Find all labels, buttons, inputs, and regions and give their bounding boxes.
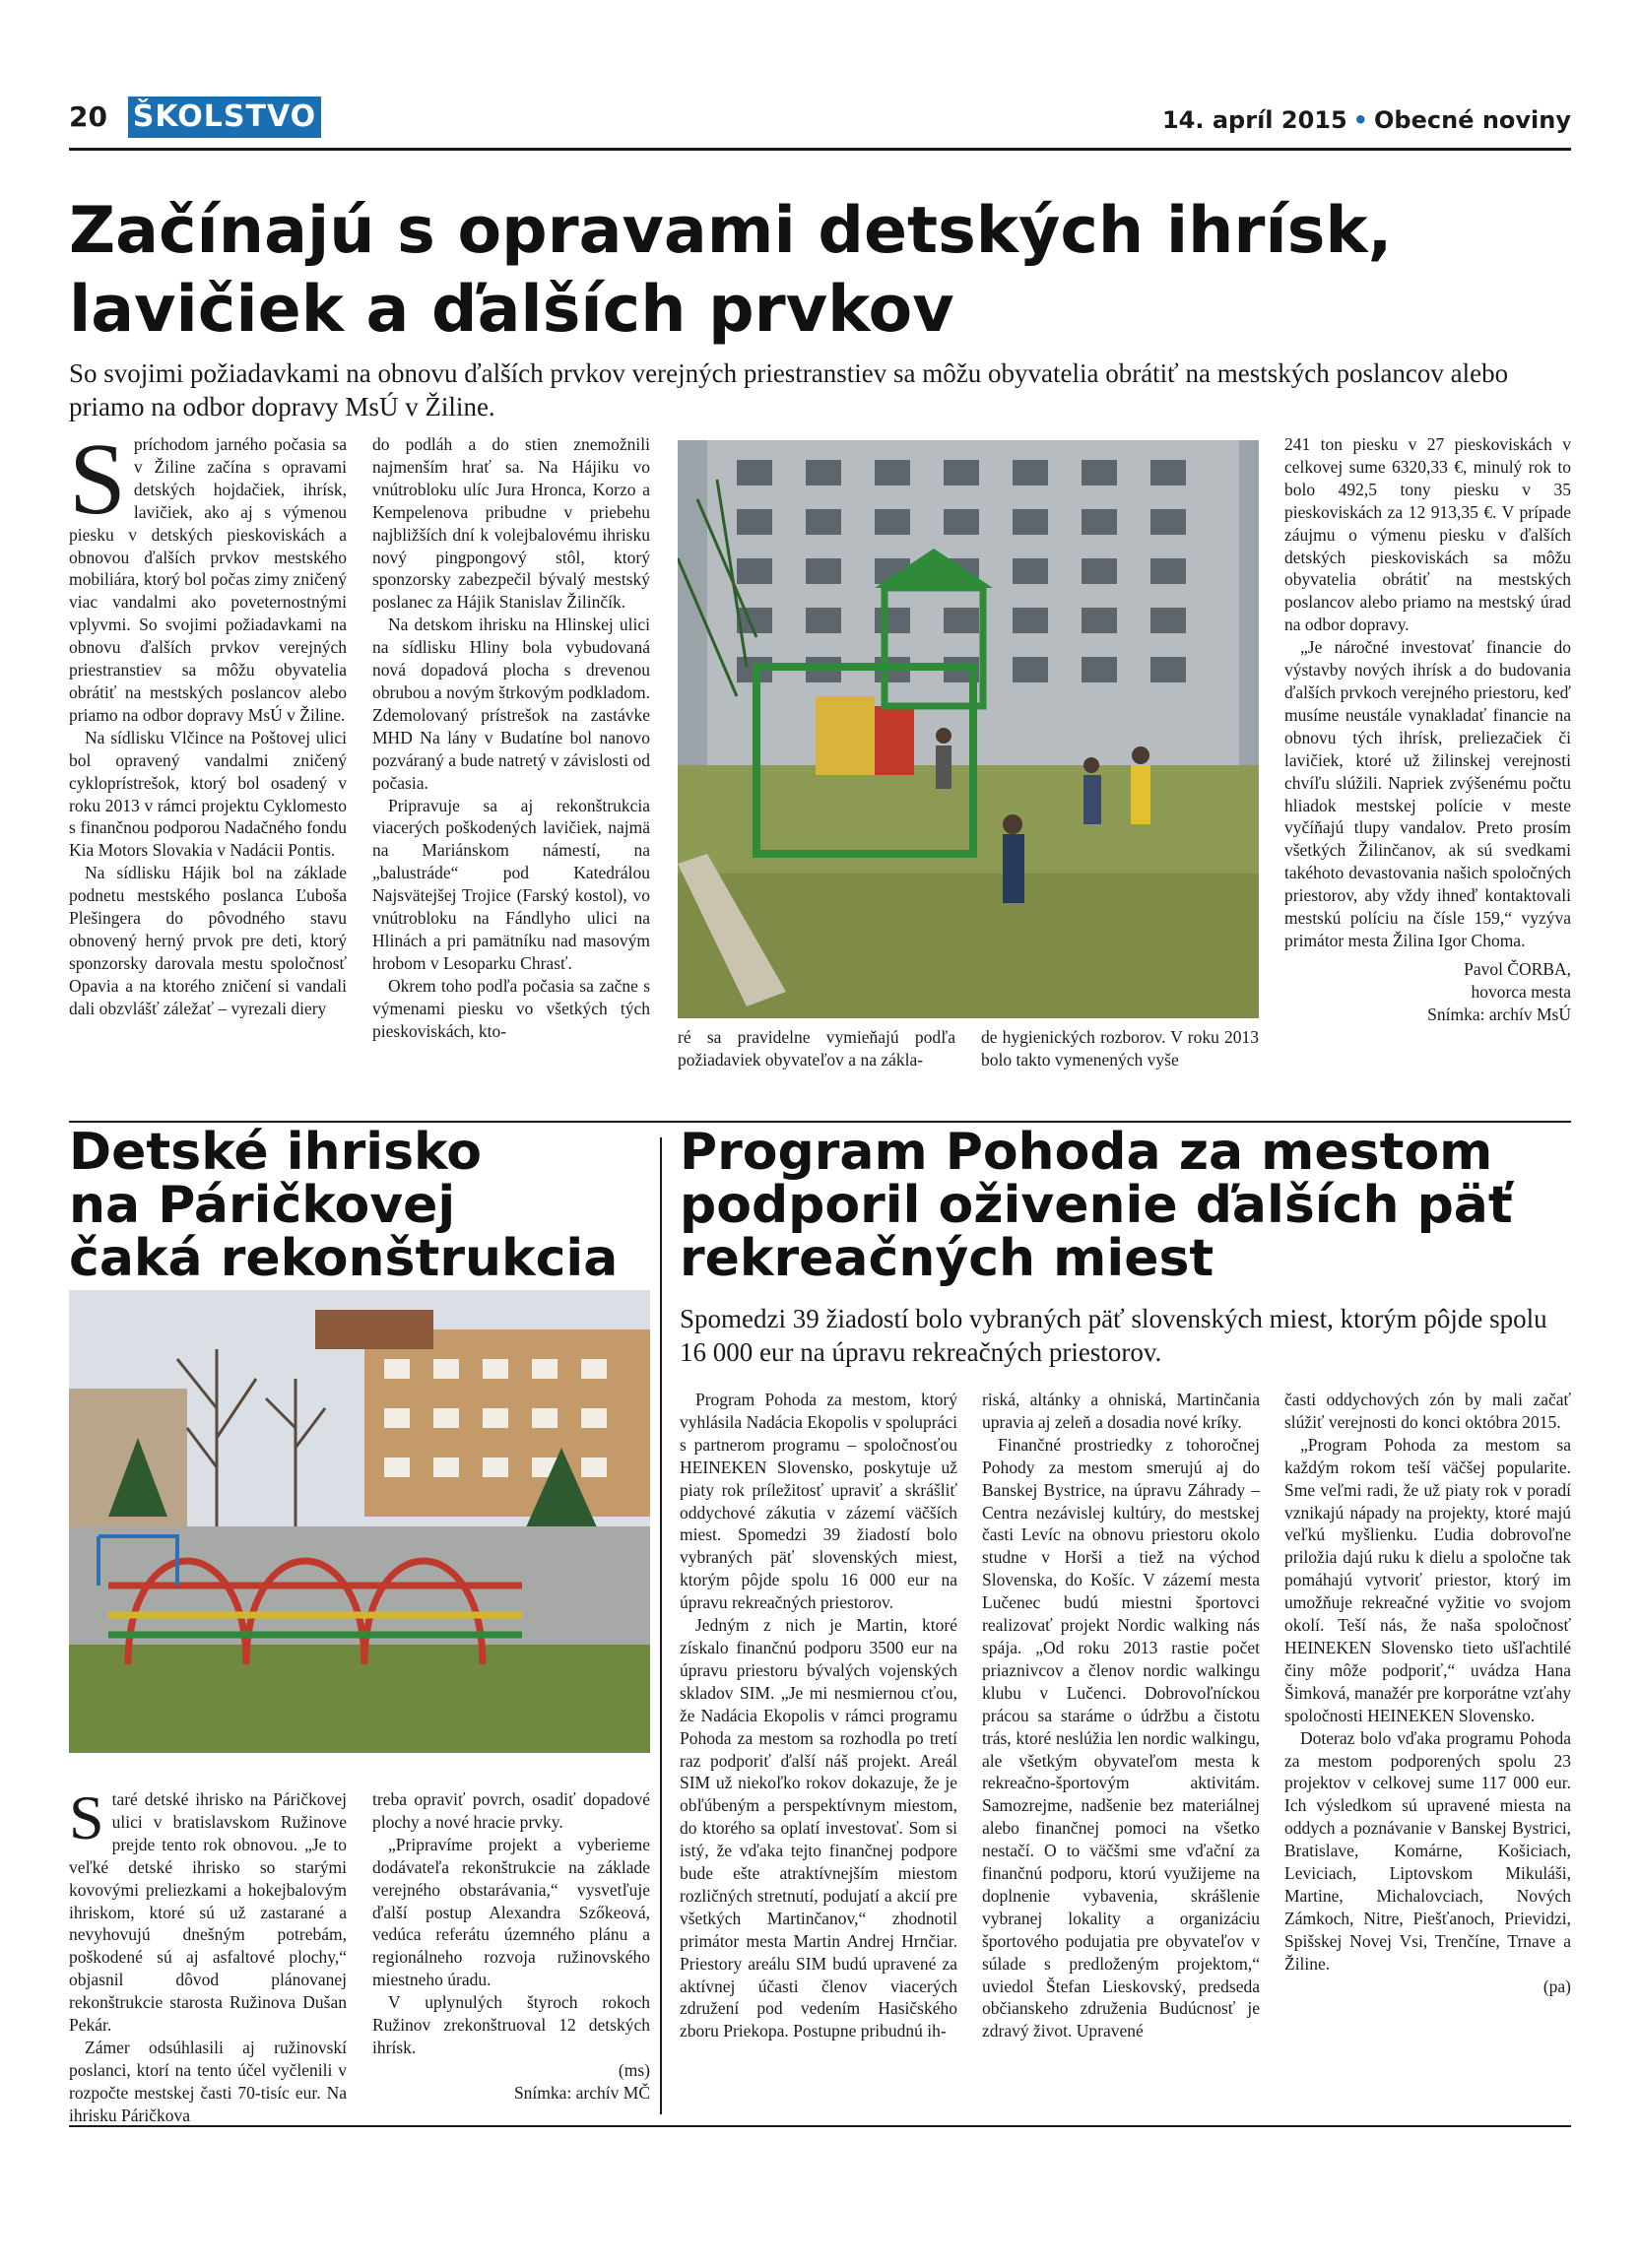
article2-column-2 bbox=[372, 1788, 650, 2105]
playground-photo-image bbox=[678, 440, 1259, 1018]
photo-credit: Snímka: archív MsÚ bbox=[1427, 1004, 1571, 1024]
headline-line: rekreačných miest bbox=[680, 1229, 1214, 1288]
headline-line: Začínajú s opravami detských ihrísk, bbox=[69, 194, 1393, 268]
article2-headline bbox=[69, 1123, 650, 1288]
paragraph: príchodom jarného počasia sa v Žiline začína s opravami detských hojdačiek, ihrísk, lavičiek, ako aj s výmenou piesku v detských pieskoviskách a obnovou ďalších prvkov mestského mobiliára, ktorý bol počas zimy zničený viac vandalmi ako poveternostnými vplyvmi. So svojimi požiadavkami na obnovu ďalších prvkov verejných priestranstiev sa môžu obyvatelia obrátiť na mestských poslancov alebo priamo na odbor dopravy MsÚ v Žiline. bbox=[69, 434, 347, 725]
old-playground-photo-image bbox=[69, 1290, 650, 1753]
headline-line: lavičiek a ďalších prvkov bbox=[69, 273, 954, 347]
headline-line: Program Pohoda za mestom bbox=[680, 1123, 1493, 1182]
article3-column-3 bbox=[1284, 1389, 1571, 1997]
headline-line: Detské ihrisko bbox=[69, 1123, 482, 1182]
publication-name: Obecné noviny bbox=[1374, 106, 1571, 134]
paragraph: V uplynulých štyroch rokoch Ružinov zrekonštruoval 12 detských ihrísk. bbox=[372, 1992, 650, 2057]
author-initials: (ms) bbox=[618, 2059, 650, 2080]
article1-column-2 bbox=[372, 433, 650, 1042]
paragraph: Finančné prostriedky z tohoročnej Pohody za mestom smerujú aj do Banskej Bystrice, na úpravu Záhrady – Centra nezávislej kultúry, do mestskej časti Levíc na obnovu priestoru okolo studne v Horši a tiež na východ Slovenska, do Košíc. V zázemí mesta Lučenec budú miestni športovci realizovať projekt Nordic walking nás spája. „Od roku 2013 rastie počet priaznivcov a členov nordic walkingu klubu v Lučenci. Dobrovoľníckou prácou sa staráme o údržbu a čistotu trás, ktoré neslúžia len nordic walkingu, ale všetkým obyvateľom mesta k rekreačno-športovým aktivitám. Samozrejme, nadšenie bez materiálnej alebo finančnej pomoci na všetko nestačí. O to väčšmi sme vďační za finančnú podporu, ktorú využijeme na doplnenie vybavenia, skrášlenie vybranej lokality a organizáciu športového podujatia pre obyvateľov v súlade s predloženým projektom,“ uviedol Štefan Lieskovský, predseda občianskeho združenia Budúcnosť je zdravý život. Upravené bbox=[982, 1434, 1260, 2041]
article2-column-1 bbox=[69, 1782, 347, 2127]
old-playground-photo bbox=[69, 1290, 650, 1753]
header-rule bbox=[69, 148, 1571, 151]
paragraph: do podláh a do stien znemožnili najmenším hrať sa. Na Hájiku vo vnútrobloku ulíc Jura Hronca, Korzo a Kempelenova pribudne v priebehu najbližších dní k volejbalovému ihrisku nový pingpongový stôl, ktorý sponzorsky zabezpečil bývalý mestský poslanec za Hájik Stanislav Žilinčík. bbox=[372, 434, 650, 613]
paragraph: „Je náročné investovať financie do výstavby nových ihrísk a do budovania ďalších prvkoch verejného priestoru, keď musíme neustále vynakladať financie na obnovu tých ihrísk, preliezačiek či lavičiek, ktoré už žilinskej verejnosti chvíľu slúžili. Napriek zvýšenému počtu hliadok mestskej polície v meste vyčíňajú tlupy vandalov. Preto prosím všetkých Žilinčanov, ak sú svedkami takéhoto devastovania našich spoločných priestorov, aby vždy ihneď kontaktovali mestskú políciu na čísle 159,“ vyzýva primátor mesta Žilina Igor Choma. bbox=[1284, 637, 1571, 950]
headline-line: na Páričkovej bbox=[69, 1176, 456, 1235]
paragraph: Okrem toho podľa počasia sa začne s výmenami piesku vo všetkých tých pieskoviskách, kto- bbox=[372, 975, 650, 1041]
page-number: 20 bbox=[69, 100, 107, 133]
article1-lead: So svojimi požiadavkami na obnovu ďalších prvkov verejných priestranstiev sa môžu obyvatelia obrátiť na mestských poslancov alebo priamo na odbor dopravy MsÚ v Žiline. bbox=[69, 358, 1509, 421]
paragraph: časti oddychových zón by mali začať slúžiť verejnosti do konci októbra 2015. bbox=[1284, 1390, 1571, 1432]
separator-bullet: • bbox=[1352, 106, 1369, 134]
paragraph: Doteraz bolo vďaka programu Pohoda za mestom podporených spolu 23 projektov v celkovej sume 117 000 eur. Ich výsledkom sú upravené miesta na oddych a poznávanie v Banskej Bystrici, Bratislave, Komárne, Košiciach, Leviciach, Liptovskom Mikuláši, Martine, Michalovciach, Nových Zámkoch, Nitre, Piešťanoch, Prievidzi, Spišskej Novej Vsi, Trenčíne, Trnave a Žiline. bbox=[1284, 1727, 1571, 1974]
paragraph: treba opraviť povrch, osadiť dopadové plochy a nové hracie prvky. bbox=[372, 1789, 650, 1832]
paragraph: Na sídlisku Hájik bol na základe podnetu mestského poslanca Ľuboša Plešingera do pôvodného stavu obnovený herný prvok pre deti, ktorý sponzorsky darovala mestu spoločnosť Opavia a na ktorého zničení si vandali dali obzvlášť záležať – vyrezali diery bbox=[69, 863, 347, 1018]
paragraph: Na detskom ihrisku na Hlinskej ulici na sídlisku Hliny bola vybudovaná nová dopadová plocha s drevenou obrubou a novým štrkovým podkladom. Zdemolovaný prístrešok na zastávke MHD Na lány v Budatíne bol nanovo pozváraný a bude natretý v závislosti od počasia. bbox=[372, 615, 650, 793]
headline-line: podporil oživenie ďalších päť bbox=[680, 1176, 1513, 1235]
article3-column-2 bbox=[982, 1389, 1260, 2042]
article1-headline bbox=[69, 192, 1571, 350]
headline-line: čaká rekonštrukcia bbox=[69, 1229, 619, 1288]
photo-credit: Snímka: archív MČ bbox=[513, 2082, 650, 2103]
paragraph: Program Pohoda za mestom, ktorý vyhlásila Nadácia Ekopolis v spolupráci s partnerom programu – spoločnosťou HEINEKEN Slovensko, poskytuje už piaty rok príležitosť upraviť a skrášliť oddychové zákutia v zázemí väčších miest. Spomedzi 39 žiadostí bolo vybraných päť slovenských miest, ktorým pôjde spolu 16 000 eur na úpravu rekreačných priestorov. bbox=[680, 1390, 957, 1613]
article1-column-5 bbox=[1284, 433, 1571, 1026]
article3-headline bbox=[680, 1123, 1571, 1288]
article1-column-4 bbox=[981, 1026, 1259, 1071]
drop-cap: S bbox=[69, 422, 126, 536]
paragraph: Na sídlisku Vlčince na Poštovej ulici bol opravený vandalmi zničený cykloprístrešok, ktorý bol osadený v roku 2013 v rámci projektu Cyklomesto s finančnou podporou Nadačného fondu Kia Motors Slovakia v Nadácii Pontis. bbox=[69, 727, 347, 861]
paragraph: Zámer odsúhlasili aj ružinovskí poslanci, ktorí na tento účel vyčlenili v rozpočte mestskej časti 70-tisíc eur. Na ihrisku Páričkova bbox=[69, 2037, 347, 2125]
article3-lead: Spomedzi 39 žiadostí bolo vybraných päť slovenských miest, ktorým pôjde spolu 16 000 eur na úpravu rekreačných priestorov. bbox=[680, 1304, 1547, 1367]
paragraph: Jedným z nich je Martin, ktoré získalo finančnú podporu 3500 eur na úpravu priestoru bývalých vojenských skladov SIM. „Je mi nesmiernou cťou, že Nadácia Ekopolis v rámci programu Pohoda za mestom sa rozhodla po tretí raz podporiť ďalší náš projekt. Areál SIM už niekoľko rokov dokazuje, že je obľúbeným a perspektívnym miestom, do ktorého sa oplatí investovať. Som si istý, že vďaka tejto finančnej podpore bude ešte atraktívnejším miestom rozličných stretnutí, podujatí a akcií pre všetkých Martinčanov,“ zhodnotil primátor mesta Martin Andrej Hrnčiar. Priestory areálu SIM budú upravené za aktívnej účasti členov viacerých združení pod vedením Hasičského zboru Priekopa. Postupne pribudnú ih- bbox=[680, 1615, 957, 2041]
paragraph: 241 ton piesku v 27 pieskoviskách v celkovej sume 6320,33 €, minulý rok to bolo 492,5 tony piesku v 35 pieskoviskách za 12 913,35 €. V prípade záujmu o výmenu piesku v ďalších detských pieskoviskách sa môžu obyvatelia obrátiť na mestských poslancov alebo priamo na mestský úrad na odbor dopravy. bbox=[1284, 434, 1571, 635]
paragraph: ré sa pravidelne vymieňajú podľa požiadaviek obyvateľov a na zákla- bbox=[678, 1027, 955, 1069]
issue-info bbox=[1162, 106, 1571, 134]
column-divider bbox=[660, 1137, 662, 2114]
section-label: ŠKOLSTVO bbox=[128, 97, 321, 138]
paragraph: „Program Pohoda za mestom sa každým rokom teší väčšej popularite. Sme veľmi radi, že už piaty rok v poradí vznikajú nápady na projekty, ktoré majú veľkú myšlienku. Ľudia dobrovoľne priložia dajú ruku k dielu a spoločne tak pomáhajú vytvoriť priestor, ktorý im umožňuje rekreačné vyžitie vo svojom okolí. Teší nás, že naša spoločnosť HEINEKEN Slovensko tieto ušľachtilé činy môže podporiť,“ uvádza Hana Šimková, manažér pre korporátne vzťahy spoločnosti HEINEKEN Slovensko. bbox=[1284, 1434, 1571, 1725]
playground-photo bbox=[678, 440, 1259, 1018]
author-initials: (pa) bbox=[1542, 1976, 1571, 1996]
drop-cap: S bbox=[69, 1782, 104, 1852]
article1-column-3 bbox=[678, 1026, 955, 1071]
paragraph: de hygienických rozborov. V roku 2013 bolo takto vymenených vyše bbox=[981, 1027, 1259, 1069]
paragraph: taré detské ihrisko na Páričkovej ulici v bratislavskom Ružinove prejde tento rok obnovou. „Je to veľké detské ihrisko so starými kovovými preliezkami a hokejbalovým ihriskom, ktoré sú už zastarané a nevyhovujú dnešným potrebám, poškodené sú aj asfaltové plochy,“ objasnil dôvod plánovanej rekonštrukcie starosta Ružinova Dušan Pekár. bbox=[69, 1789, 347, 2036]
article3-column-1 bbox=[680, 1389, 957, 2042]
signature-name: Pavol ČORBA, bbox=[1464, 958, 1571, 979]
issue-date: 14. apríl 2015 bbox=[1161, 106, 1347, 134]
paragraph: Pripravuje sa aj rekonštrukcia viacerých poškodených lavičiek, najmä na Mariánskom námestí, na „balustráde“ pod Katedrálou Najsvätejšej Trojice (Farský kostol), vo vnútrobloku na Fándlyho ulici na Hlinách a pri pamätníku nad masovým hrobom v Lesoparku Chrasť. bbox=[372, 795, 650, 973]
footer-rule bbox=[69, 2125, 1571, 2127]
paragraph: „Pripravíme projekt a vyberieme dodávateľa rekonštrukcie na základe verejného obstarávania,“ vysvetľuje ďalší postup Alexandra Szőkeová, vedúca referátu územného plánu a regionálneho rozvoja ružinovského miestneho úradu. bbox=[372, 1834, 650, 1990]
paragraph: riská, altánky a ohniská, Martinčania upravia aj zeleň a dosadia nové kríky. bbox=[982, 1390, 1260, 1432]
signature-role: hovorca mesta bbox=[1471, 981, 1571, 1002]
article1-column-1 bbox=[69, 422, 347, 1020]
